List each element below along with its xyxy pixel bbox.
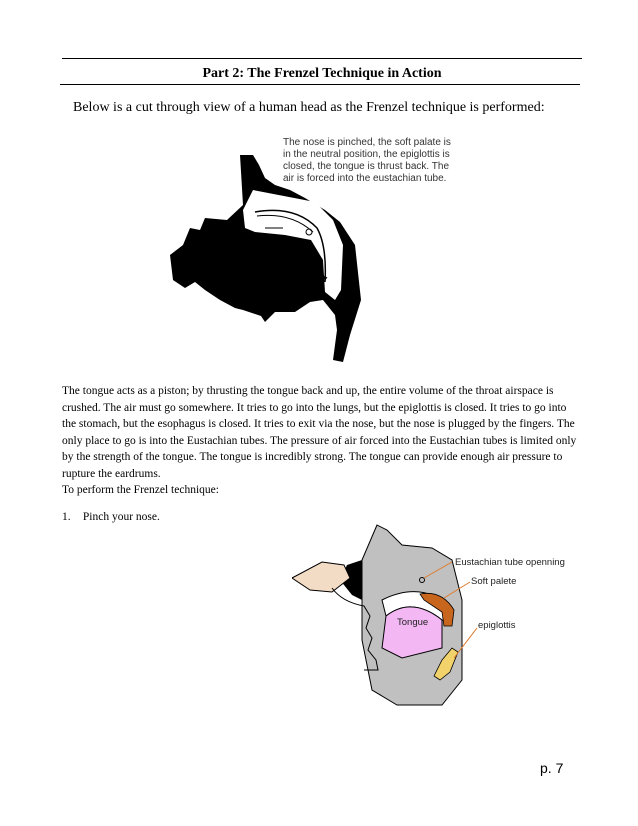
label-epiglottis: epiglottis [478, 620, 516, 631]
section-heading: Part 2: The Frenzel Technique in Action [202, 66, 442, 81]
body-paragraph: The tongue acts as a piston; by thrusting the tongue back and up, the entire volume of the throat airspace is crushed. The air must go somewhere. It tries to go into the lungs, but the epiglottis is closed. It tries to go into the stomach, but the esophagus is closed. It tries to exit via the nose, but the nose is plugged by the fingers. The only place to go is into the Eustachian tubes. The pressure of air forced into the Eustachian tubes is limited only by the strength of the tongue. The tongue is incredibly strong. The tongue can provide enough air pressure to rupture the eardrums. [62, 385, 577, 480]
label-tongue: Tongue [397, 617, 429, 628]
figure1-caption: The nose is pinched, the soft palate is in the neutral position, the epiglottis is closed, the tongue is thrust back. The air is forced into the eustachian tube. [283, 137, 451, 184]
label-eustachian: Eustachian tube openning [455, 557, 565, 568]
step-text: Pinch your nose. [82, 511, 160, 523]
heading-underline [60, 84, 580, 85]
top-rule [62, 58, 582, 59]
label-soft-palate: Soft palete [471, 576, 517, 587]
perform-intro: To perform the Frenzel technique: [62, 484, 219, 496]
intro-text: Below is a cut through view of a human head as the Frenzel technique is performed: [73, 100, 545, 115]
step-1 [62, 511, 160, 523]
page-number: p. 7 [540, 760, 564, 776]
anatomy-diagram [292, 520, 582, 710]
step-number: 1. [62, 511, 71, 523]
